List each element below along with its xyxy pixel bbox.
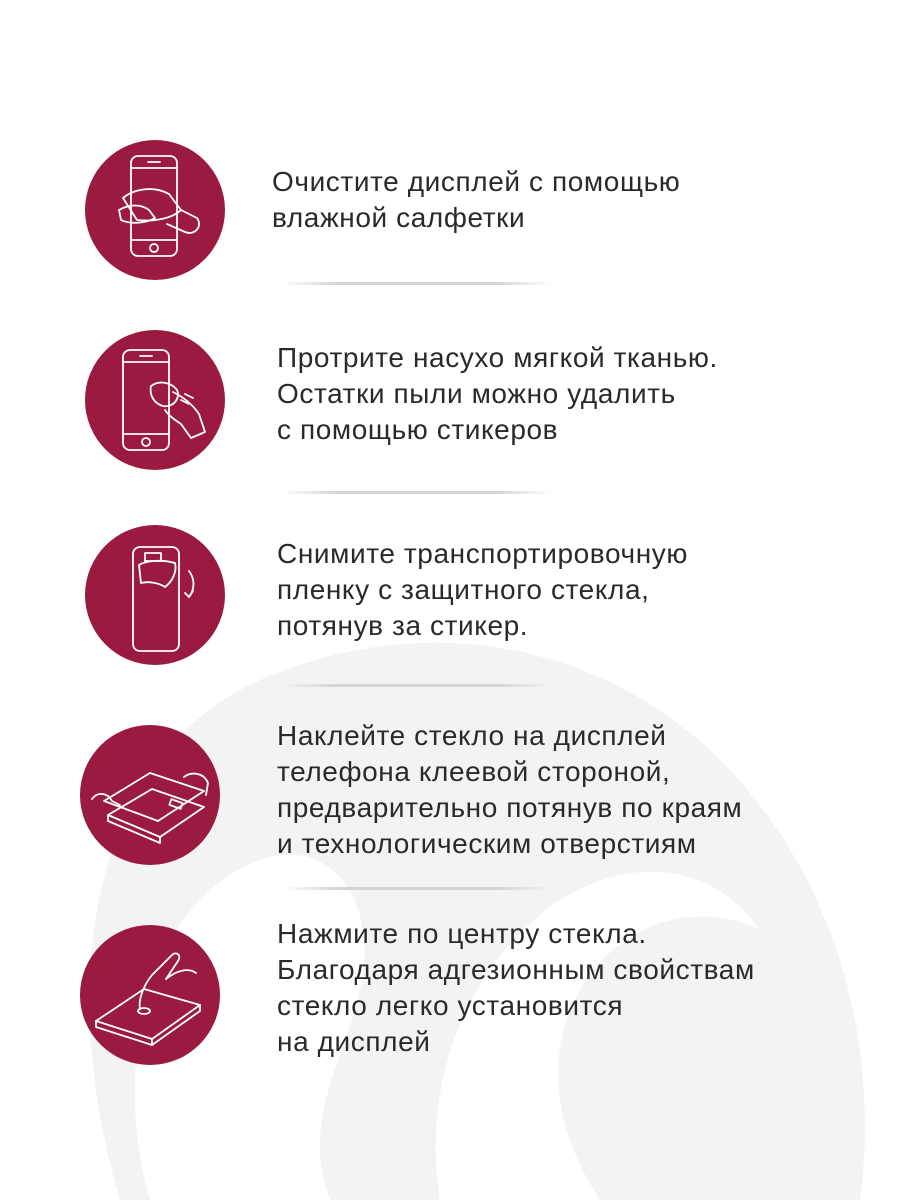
step-3-text: Снимите транспортировочную пленку с защитного стекла, потянув за стикер. — [277, 538, 688, 641]
step-1-text: Очистите дисплей с помощью влажной салфетки — [272, 166, 681, 233]
divider-4 — [283, 887, 551, 890]
divider-2 — [283, 491, 551, 494]
peel-film-icon — [85, 525, 225, 665]
divider-3 — [283, 684, 551, 687]
phone-wipe-wet-cloth-icon — [85, 140, 225, 280]
apply-glass-icon — [80, 725, 220, 865]
step-5-text: Нажмите по центру стекла. Благодаря адгезионным свойствам стекло легко установится на дисплей — [277, 918, 755, 1057]
step-4-text: Наклейте стекло на дисплей телефона клеевой стороной, предварительно потянув по краям и технологическим отверстиям — [277, 720, 743, 859]
phone-dry-cloth-icon — [85, 330, 225, 470]
divider-1 — [283, 282, 551, 285]
step-2-text: Протрите насухо мягкой тканью. Остатки пыли можно удалить с помощью стикеров — [277, 342, 718, 445]
press-center-icon — [80, 925, 220, 1065]
